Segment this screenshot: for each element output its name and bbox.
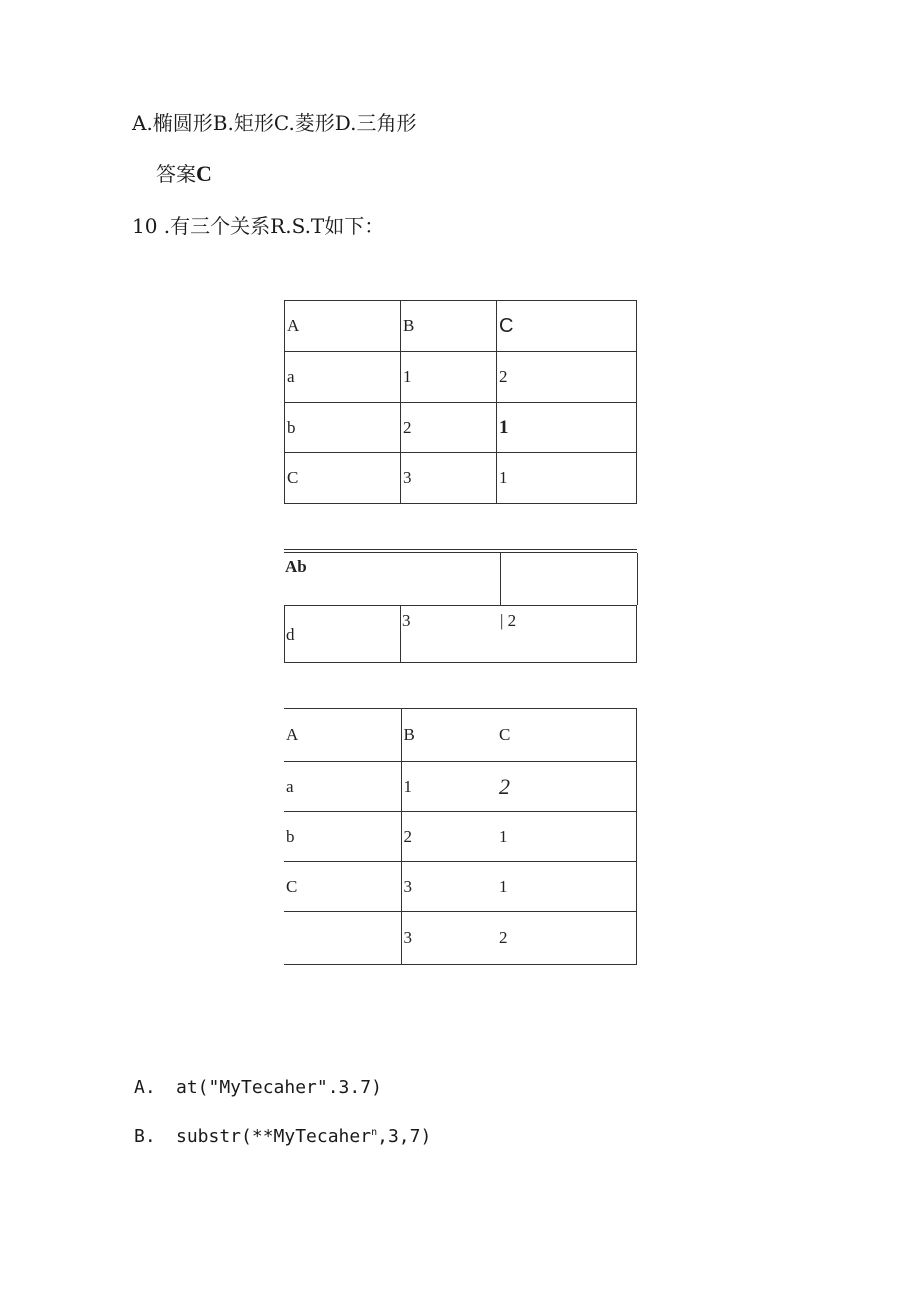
table-row [285,453,637,504]
option-a-expression: at("MyTecaher".3.7) [176,1077,382,1098]
table-cell: C [497,301,637,352]
question-9-options: A.椭圆形B.矩形C.菱形D.三角形 [132,111,417,135]
option-a-label: A. [134,1077,156,1098]
table-cell: 2 [497,352,637,403]
table-cell: a [285,352,401,403]
table-row [284,862,636,912]
table-cell: 1 [497,453,637,504]
table-border [284,605,637,606]
option-b-expression-end: ,3,7) [377,1126,432,1147]
table-cell: b [284,812,401,862]
option-b-expression-start: substr(**MyTecaher [176,1126,372,1147]
table-border [500,553,501,605]
table-cell: 1 [497,862,636,912]
table-cell: B [401,709,497,762]
table-cell: 3 [401,453,497,504]
table-cell: 2 [497,912,636,965]
option-a [134,1077,534,1099]
table-row [284,762,636,812]
table-row [284,912,636,965]
table-cell [284,912,401,965]
table-row [285,352,637,403]
table-cell: 1 [497,812,636,862]
option-b [134,1126,534,1148]
relation-t-table [284,708,637,965]
table-cell: 3 [401,862,497,912]
table-cell: a [284,762,401,812]
table-cell: B [401,301,497,352]
table-border [284,549,637,550]
table-row [285,301,637,352]
table-cell: C [285,453,401,504]
table-cell: 1 [401,352,497,403]
table-cell: 3 [402,611,411,630]
table-cell: 2 [401,812,497,862]
table-border [284,552,637,553]
table-cell: A [284,709,401,762]
table-cell: 1 [401,762,497,812]
option-b-superscript: n [371,1127,378,1138]
option-b-label: B. [134,1126,156,1147]
question-9-answer [156,162,212,186]
table-row [284,709,636,762]
question-10-stem: 10 .有三个关系R.S.T如下： [132,214,385,238]
table-cell: b [285,403,401,453]
table-cell: 2 [401,403,497,453]
table-row [284,812,636,862]
table-cell: C [497,709,636,762]
table-cell: A [285,301,401,352]
table-cell: d [286,625,295,644]
table-border [284,662,637,663]
table-border [400,605,401,662]
table-row [285,403,637,453]
table-border [284,605,285,662]
table-cell: Ab [285,557,307,576]
answer-label: 答案 [156,162,196,186]
table-cell: | 2 [500,611,517,630]
table-cell: 1 [497,403,637,453]
table-cell: 3 [401,912,497,965]
table-cell: C [284,862,401,912]
table-border [637,553,638,605]
option-b-expression [176,1126,431,1148]
relation-r-table [284,300,637,504]
table-border [636,605,637,662]
answer-value: C [196,161,212,186]
table-cell: 2 [497,762,636,812]
